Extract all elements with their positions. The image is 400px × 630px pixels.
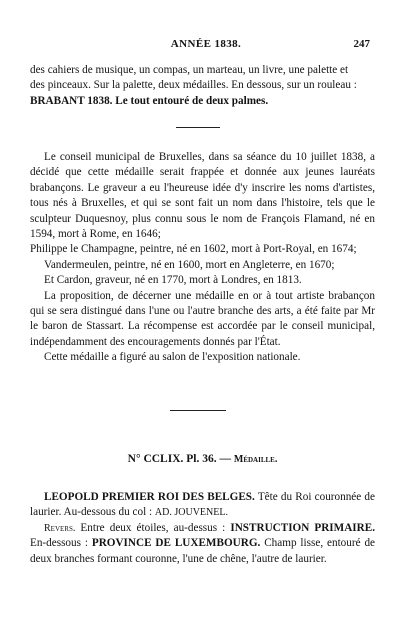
reverse-text: Entre deux étoiles, au-dessus : [80, 521, 226, 534]
reverse-legend: PROVINCE DE LUXEMBOURG. [91, 537, 261, 550]
running-header [42, 38, 370, 52]
paragraph: Vandermeulen, peintre, né en 1600, mort en Angleterre, en 1670; [44, 258, 335, 271]
dash: — [219, 453, 231, 465]
text-line: BRABANT 1838. Le tout entouré de deux palmes. [30, 94, 269, 107]
obverse-description [30, 490, 375, 521]
reverse-legend: INSTRUCTION PRIMAIRE. [230, 521, 375, 534]
medal-description [30, 490, 375, 567]
item-type: Médaille. [233, 454, 278, 465]
section-divider [176, 127, 220, 128]
header-title: ANNÉE 1838. [170, 38, 242, 50]
section-divider [170, 410, 226, 411]
reverse-text: En-dessous : [30, 537, 88, 550]
paragraph: La proposition, de décerner une médaille en or à tout artiste brabançon qui se sera distingué dans l'une ou l'autre branche des arts, a été faite par Mr le baron de Stassart. La récompense est accordée par le conseil municipal, indépendamment des encouragements donnés par l'État. [30, 289, 375, 348]
paragraph: Le conseil municipal de Bruxelles, dans sa séance du 10 juillet 1838, a décidé que cette médaille serait frappée et donnée aux jeunes lauréats brabançons. Le graveur a eu l'heureuse idée d'y inscrire les noms d'artistes, tous nés à Bruxelles, et qui se sont fait un nom dans l'histoire, tels que le sculpteur Duquesnoy, plus connu sous le nom de François Flamand, né en 1594, mort à Rome, en 1646; [30, 151, 375, 241]
text-line: des pinceaux. Sur la palette, deux médailles. En dessous, sur un rouleau : [30, 79, 357, 92]
paragraph: Et Cardon, graveur, né en 1770, mort à Londres, en 1813. [44, 274, 302, 287]
obverse-legend: LEOPOLD PREMIER ROI DES BELGES. [44, 491, 255, 503]
plate-number: Pl. 36. [186, 453, 217, 465]
history-section [30, 150, 375, 366]
continued-description [30, 63, 375, 109]
catalog-number: N° CCLIX. [127, 453, 184, 465]
reverse-text: Champ lisse, entouré de deux branches formant couronne, l'une de chêne, l'autre de laurier. [30, 537, 375, 565]
text-line: des cahiers de musique, un compas, un marteau, un livre, une palette et [30, 64, 349, 76]
engraver-signature: AD. JOUVENEL. [154, 507, 228, 519]
page-number: 247 [353, 38, 370, 50]
paragraph: Cette médaille a figuré au salon de l'exposition nationale. [44, 351, 301, 364]
obverse-text: Tête du Roi couronnée de laurier. Au-dessous du col : [30, 491, 375, 519]
catalog-entry-heading [30, 453, 375, 465]
paragraph: Philippe le Champagne, peintre, né en 1602, mort à Port-Royal, en 1674; [30, 243, 357, 256]
reverse-description [30, 521, 375, 567]
reverse-label: Revers. [44, 522, 76, 534]
